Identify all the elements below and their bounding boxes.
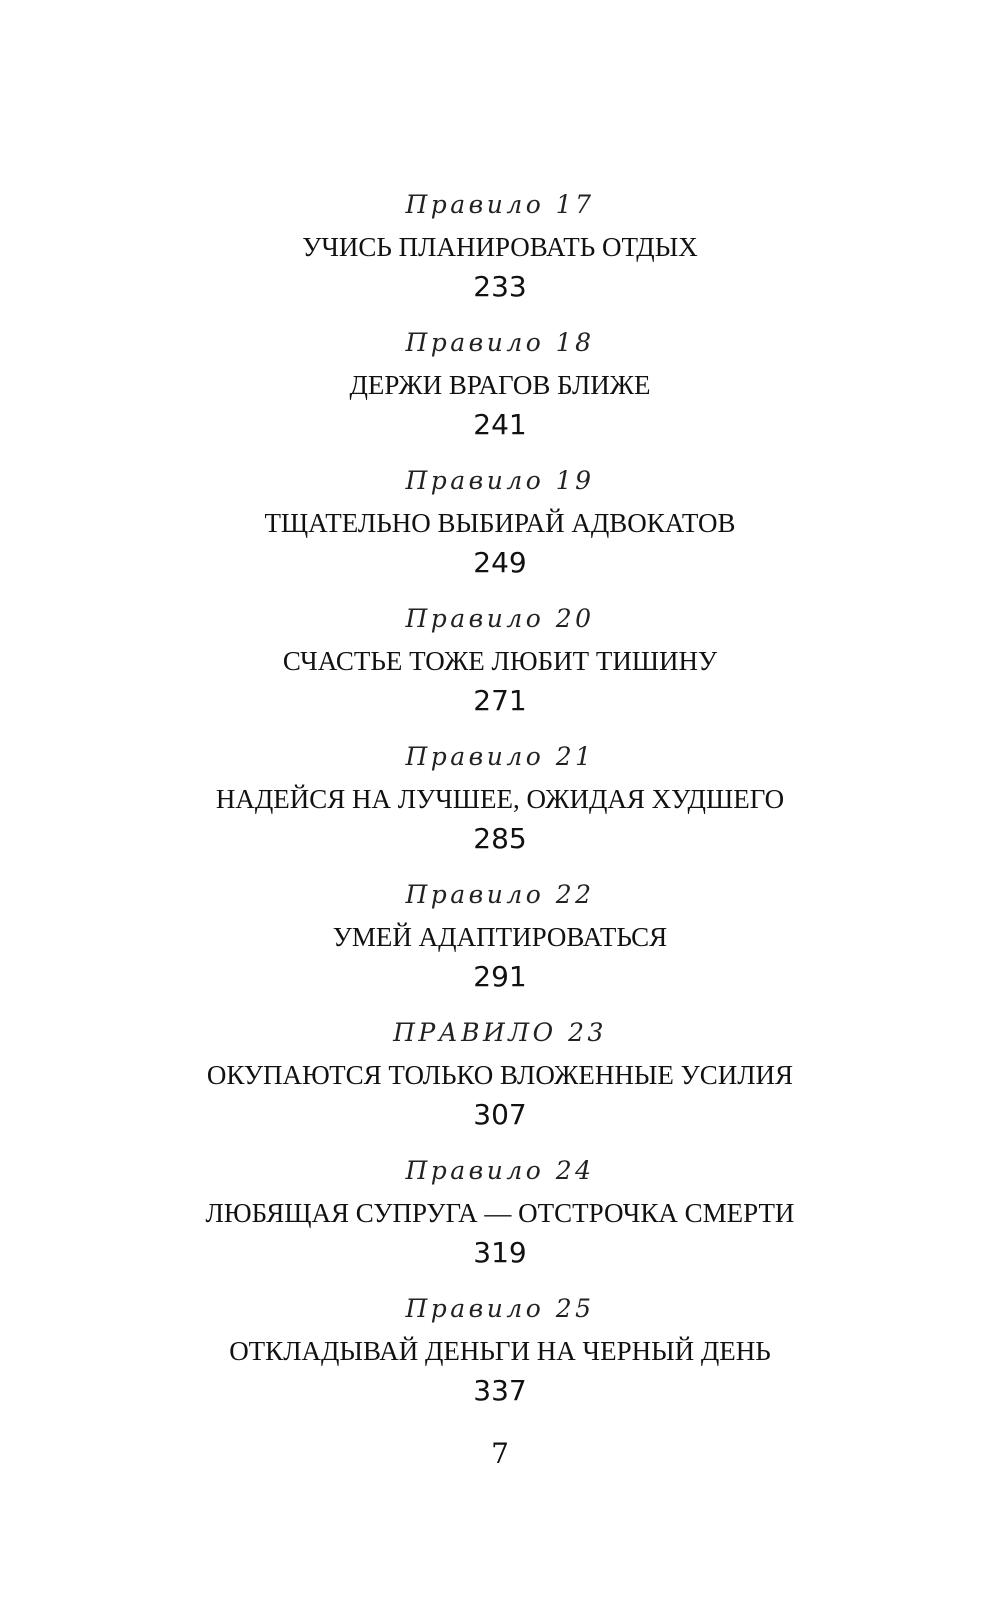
page-folio: 7 (491, 1437, 509, 1470)
table-of-contents (0, 188, 1000, 1411)
rule-number: Правило 21 (405, 742, 595, 771)
toc-entry (0, 1154, 1000, 1292)
page-number: 337 (473, 1374, 527, 1407)
toc-entry (0, 1292, 1000, 1411)
rule-number: Правило 24 (405, 1156, 595, 1185)
chapter-title: ОКУПАЮТСЯ ТОЛЬКО ВЛОЖЕННЫЕ УСИЛИЯ (206, 1060, 794, 1090)
toc-entry (0, 326, 1000, 464)
toc-entry (0, 878, 1000, 1016)
rule-number: Правило 20 (405, 604, 595, 633)
chapter-title: УЧИСЬ ПЛАНИРОВАТЬ ОТДЫХ (302, 232, 698, 262)
rule-number: Правило 17 (405, 190, 595, 219)
page-number: 307 (473, 1098, 527, 1131)
rule-number: Правило 18 (405, 328, 595, 357)
chapter-title: СЧАСТЬЕ ТОЖЕ ЛЮБИТ ТИШИНУ (282, 646, 718, 676)
toc-entry (0, 464, 1000, 602)
page-number: 241 (473, 408, 527, 441)
page-number: 285 (473, 822, 527, 855)
chapter-title: ДЕРЖИ ВРАГОВ БЛИЖЕ (349, 370, 651, 400)
chapter-title: УМЕЙ АДАПТИРОВАТЬСЯ (332, 922, 668, 952)
rule-number: Правило 22 (405, 880, 595, 909)
toc-entry (0, 740, 1000, 878)
toc-entry (0, 1016, 1000, 1154)
page-number: 233 (473, 270, 527, 303)
page-number: 291 (473, 960, 527, 993)
chapter-title: НАДЕЙСЯ НА ЛУЧШЕЕ, ОЖИДАЯ ХУДШЕГО (215, 784, 785, 814)
chapter-title: ЛЮБЯЩАЯ СУПРУГА — ОТСТРОЧКА СМЕРТИ (205, 1198, 795, 1228)
chapter-title: ОТКЛАДЫВАЙ ДЕНЬГИ НА ЧЕРНЫЙ ДЕНЬ (229, 1336, 771, 1366)
toc-entry (0, 602, 1000, 740)
page-number: 249 (473, 546, 527, 579)
toc-entry (0, 188, 1000, 326)
rule-number: Правило 25 (405, 1294, 595, 1323)
chapter-title: ТЩАТЕЛЬНО ВЫБИРАЙ АДВОКАТОВ (264, 508, 736, 538)
page-number: 319 (473, 1236, 527, 1269)
rule-number: ПРАВИЛО 23 (393, 1018, 607, 1047)
page-number: 271 (473, 684, 527, 717)
rule-number: Правило 19 (405, 466, 595, 495)
